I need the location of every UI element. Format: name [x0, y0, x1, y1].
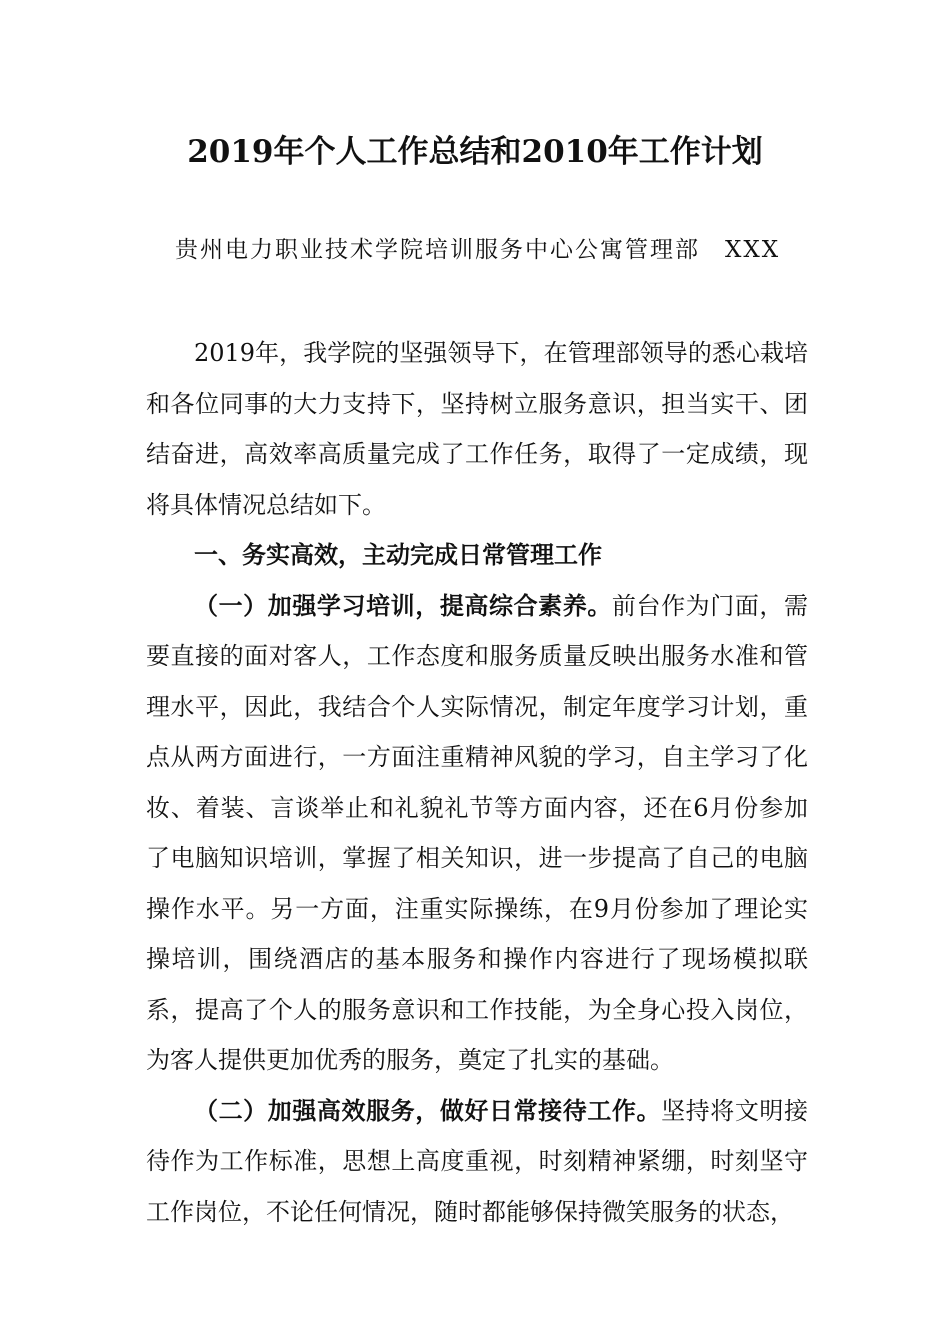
- subsection-2-lead: （二）加强高效服务，做好日常接待工作。: [194, 1095, 662, 1125]
- section-heading: 一、务实高效，主动完成日常管理工作: [194, 541, 602, 569]
- author-line: 贵州电力职业技术学院培训服务中心公寓管理部 XXX: [175, 237, 781, 263]
- document-body: [146, 328, 808, 1237]
- document-title: 2019年个人工作总结和2010年工作计划: [187, 134, 763, 170]
- intro-paragraph: 2019年，我学院的坚强领导下，在管理部领导的悉心栽培和各位同事的大力支持下，坚持树立服务意识，担当实干、团结奋进，高效率高质量完成了工作任务，取得了一定成绩，现将具体情况总结如下。: [146, 339, 808, 519]
- subsection-1-paragraph: [146, 581, 808, 1086]
- subsection-2-body: 坚持将文明接待作为工作标准，思想上高度重视，时刻精神紧绷，时刻坚守工作岗位，不论任何情况，随时都能够保持微笑服务的状态，: [146, 1096, 809, 1226]
- subsection-1-body: 前台作为门面，需要直接的面对客人，工作态度和服务质量反映出服务水准和管理水平，因此，我结合个人实际情况，制定年度学习计划，重点从两方面进行，一方面注重精神风貌的学习，自主学习了化妆、着装、言谈举止和礼貌礼节等方面内容，还在6月份参加了电脑知识培训，掌握了相关知识，进一步提高了自己的电脑操作水平。另一方面，注重实际操练，在9月份参加了理论实操培训，围绕酒店的基本服务和操作内容进行了现场模拟联系，提高了个人的服务意识和工作技能，为全身心投入岗位，为客人提供更加优秀的服务，奠定了扎实的基础。: [146, 591, 809, 1074]
- subsection-1-lead: （一）加强学习培训，提高综合素养。: [194, 590, 612, 620]
- subsection-2-paragraph: [146, 1086, 808, 1238]
